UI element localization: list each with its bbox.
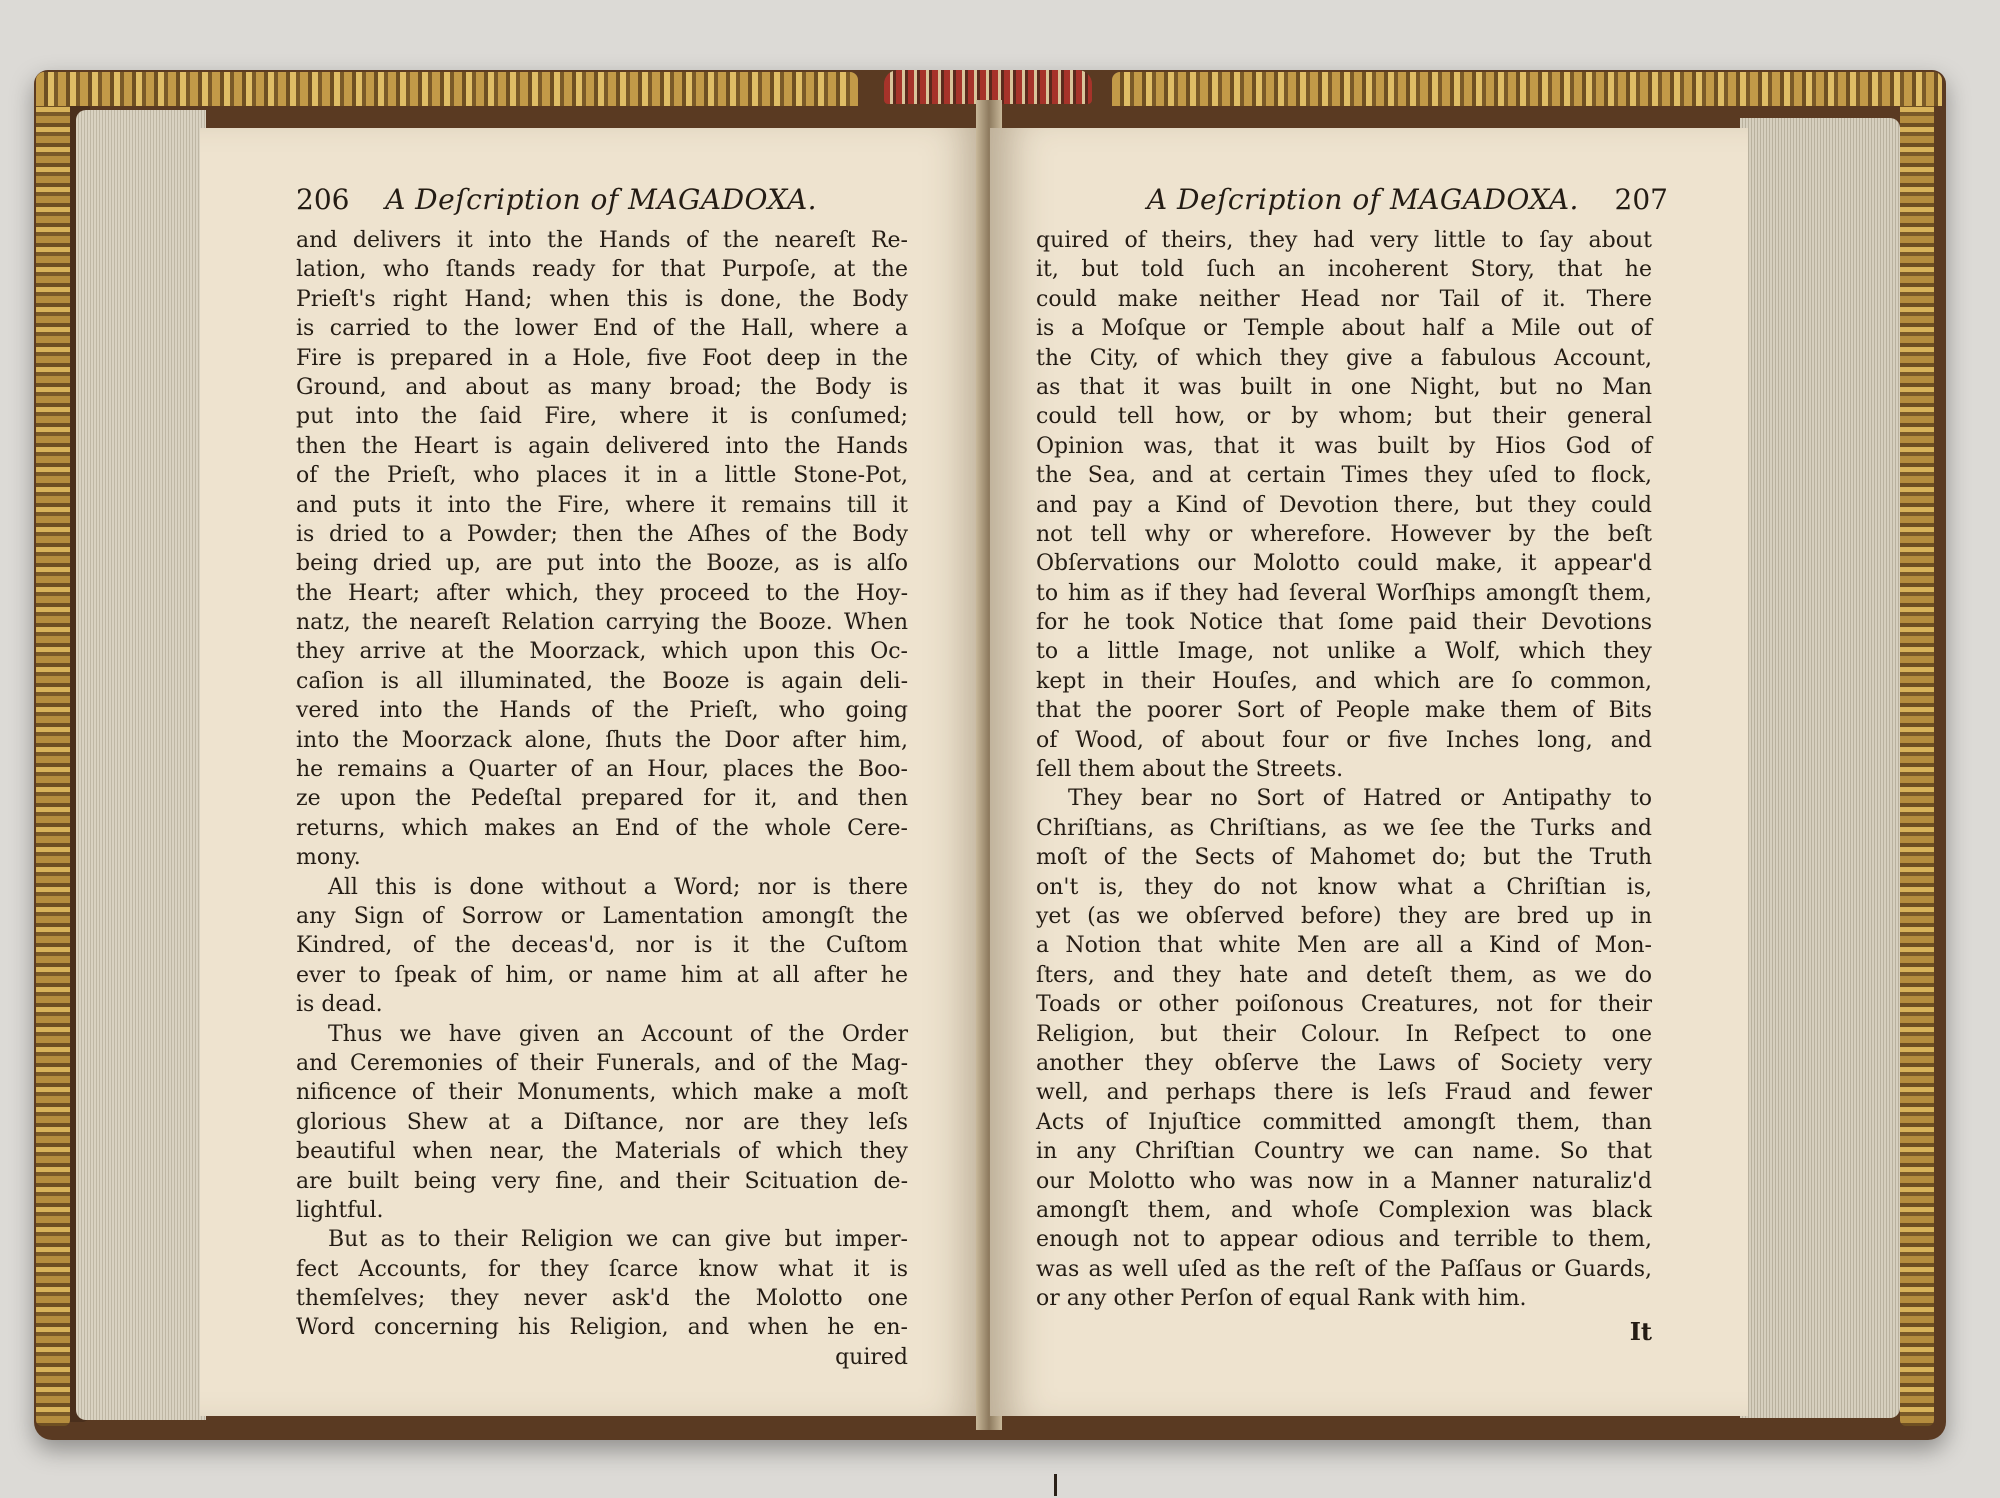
- text-line: Opinion was, that it was built by Hios God of: [1036, 433, 1652, 459]
- text-line: Word concerning his Religion, and when he en-: [296, 1315, 908, 1341]
- text-line: Toads or other poiſonous Creatures, not for their: [1036, 992, 1652, 1018]
- text-line: Acts of Injuſtice committed amongſt them, than: [1036, 1109, 1652, 1135]
- text-line: yet (as we obſerved before) they are bred up in: [1036, 903, 1652, 929]
- text-line: was as well uſed as the reſt of the Paſſaus or Guards,: [1036, 1256, 1652, 1282]
- text-line: on't is, they do not know what a Chriſtian is,: [1036, 874, 1652, 900]
- text-line: quired: [835, 1344, 908, 1370]
- text-line: moſt of the Sects of Mahomet do; but the Truth: [1036, 845, 1652, 871]
- text-line: Kindred, of the deceas'd, nor is it the Cuſtom: [296, 933, 908, 959]
- text-line: caſion is all illuminated, the Booze is again deli-: [296, 668, 908, 694]
- text-line: the Heart; after which, they proceed to the Hoy-: [296, 580, 908, 606]
- text-line: beautiful when near, the Materials of which they: [296, 1139, 908, 1165]
- text-line: is dried to a Powder; then the Aſhes of the Body: [296, 521, 908, 547]
- text-line: could tell how, or by whom; but their general: [1036, 404, 1652, 430]
- text-line: All this is done without a Word; nor is there: [328, 874, 908, 900]
- text-line: Thus we have given an Account of the Order: [328, 1021, 908, 1047]
- page-block-left: [76, 110, 206, 1420]
- ribbon-marker: [1054, 1474, 1057, 1496]
- text-line: enough not to appear odious and terrible to them,: [1036, 1227, 1652, 1253]
- text-line: lation, who ſtands ready for that Purpoſe, at the: [296, 257, 908, 283]
- text-line: they arrive at the Moorzack, which upon this Oc-: [296, 639, 908, 665]
- text-line: and pay a Kind of Devotion there, but they could: [1036, 492, 1652, 518]
- text-line: to him as if they had ſeveral Worſhips amongſt them,: [1036, 580, 1652, 606]
- text-line: ze upon the Pedeſtal prepared for it, and then: [296, 786, 908, 812]
- right-page-header: [1147, 180, 1668, 220]
- text-line: Obſervations our Molotto could make, it appear'd: [1036, 551, 1652, 577]
- page-number: 206: [296, 183, 350, 216]
- text-line: nificence of their Monuments, which make a moſt: [296, 1080, 908, 1106]
- text-line: in any Chriſtian Country we can name. So that: [1036, 1139, 1652, 1165]
- text-line: and delivers it into the Hands of the neareſt Re-: [296, 228, 908, 253]
- text-line: a Notion that white Men are all a Kind of Mon-: [1036, 933, 1652, 959]
- page-number: 207: [1614, 183, 1668, 216]
- right-page-text: [1036, 226, 1652, 1313]
- text-line: and puts it into the Fire, where it remains till it: [296, 492, 908, 518]
- left-page-header: [296, 180, 817, 220]
- text-line: as that it was built in one Night, but no Man: [1036, 374, 1652, 400]
- gilt-edge-top-right: [1112, 72, 1942, 106]
- text-line: put into the ſaid Fire, where it is conſumed;: [296, 404, 908, 430]
- text-line: not tell why or wherefore. However by the beſt: [1036, 521, 1652, 547]
- text-line: kept in their Houſes, and which are ſo common,: [1036, 668, 1652, 694]
- text-line: quired of theirs, they had very little to ſay about: [1036, 228, 1652, 253]
- text-line: of the Prieſt, who places it in a little Stone-Pot,: [296, 463, 908, 489]
- text-line: then the Heart is again delivered into the Hands: [296, 433, 908, 459]
- text-line: for he took Notice that ſome paid their Devotions: [1036, 610, 1652, 636]
- right-page: [990, 128, 1748, 1416]
- running-title: A Deſcription of MAGADOXA.: [1146, 183, 1579, 216]
- text-line: ſell them about the Streets.: [1036, 757, 1344, 783]
- text-line: our Molotto who was now in a Manner naturaliz'd: [1036, 1168, 1652, 1194]
- text-line: is carried to the lower End of the Hall, where a: [296, 316, 908, 342]
- headband: [884, 70, 1092, 104]
- gilt-edge-right: [1900, 76, 1934, 1426]
- text-line: glorious Shew at a Diſtance, nor are they leſs: [296, 1109, 908, 1135]
- page-block-right: [1740, 118, 1900, 1418]
- left-page: [200, 128, 986, 1416]
- text-line: natz, the neareſt Relation carrying the Booze. When: [296, 610, 908, 636]
- text-line: well, and perhaps there is leſs Fraud and fewer: [1036, 1080, 1652, 1106]
- left-page-text: [296, 226, 908, 1372]
- text-line: lightful.: [296, 1197, 384, 1223]
- text-line: into the Moorzack alone, ſhuts the Door after him,: [296, 727, 908, 753]
- gilt-edge-left: [36, 76, 70, 1426]
- text-line: or any other Perſon of equal Rank with him.: [1036, 1286, 1527, 1312]
- text-line: the Sea, and at certain Times they uſed to flock,: [1036, 463, 1652, 489]
- text-line: Chriſtians, as Chriſtians, as we ſee the Turks and: [1036, 815, 1652, 841]
- text-line: that the poorer Sort of People make them of Bits: [1036, 698, 1652, 724]
- text-line: amongſt them, and whoſe Complexion was black: [1036, 1197, 1652, 1223]
- text-line: of Wood, of about four or five Inches long, and: [1036, 727, 1652, 753]
- text-line: themſelves; they never ask'd the Molotto one: [296, 1286, 908, 1312]
- text-line: Religion, but their Colour. In Reſpect to one: [1036, 1021, 1652, 1047]
- text-line: another they obſerve the Laws of Society very: [1036, 1050, 1652, 1076]
- text-line: vered into the Hands of the Prieſt, who going: [296, 698, 908, 724]
- text-line: Prieſt's right Hand; when this is done, the Body: [296, 286, 908, 312]
- text-line: the City, of which they give a fabulous Account,: [1036, 345, 1652, 371]
- running-title: A Deſcription of MAGADOXA.: [385, 183, 818, 216]
- text-line: it, but told ſuch an incoherent Story, that he: [1036, 257, 1652, 283]
- text-line: But as to their Religion we can give but imper-: [328, 1227, 908, 1253]
- text-line: They bear no Sort of Hatred or Antipathy to: [1068, 786, 1652, 812]
- text-line: being dried up, are put into the Booze, as is alſo: [296, 551, 908, 577]
- text-line: and Ceremonies of their Funerals, and of the Mag-: [296, 1050, 908, 1076]
- text-line: any Sign of Sorrow or Lamentation amongſt the: [296, 903, 908, 929]
- text-line: returns, which makes an End of the whole Cere-: [296, 815, 908, 841]
- text-line: is dead.: [296, 992, 383, 1018]
- text-line: ever to ſpeak of him, or name him at all after he: [296, 962, 908, 988]
- text-line: Fire is prepared in a Hole, five Foot deep in the: [296, 345, 908, 371]
- catchword: It: [1629, 1317, 1652, 1346]
- text-line: to a little Image, not unlike a Wolf, which they: [1036, 639, 1652, 665]
- text-line: could make neither Head nor Tail of it. There: [1036, 286, 1652, 312]
- text-line: mony.: [296, 845, 361, 871]
- gilt-edge-top-left: [36, 72, 858, 106]
- text-line: fect Accounts, for they ſcarce know what it is: [296, 1256, 908, 1282]
- text-line: is a Moſque or Temple about half a Mile out of: [1036, 316, 1652, 342]
- text-line: he remains a Quarter of an Hour, places the Boo-: [296, 757, 908, 783]
- text-line: Ground, and about as many broad; the Body is: [296, 374, 908, 400]
- text-line: ſters, and they hate and deteſt them, as we do: [1036, 962, 1652, 988]
- text-line: are built being very fine, and their Scituation de-: [296, 1168, 908, 1194]
